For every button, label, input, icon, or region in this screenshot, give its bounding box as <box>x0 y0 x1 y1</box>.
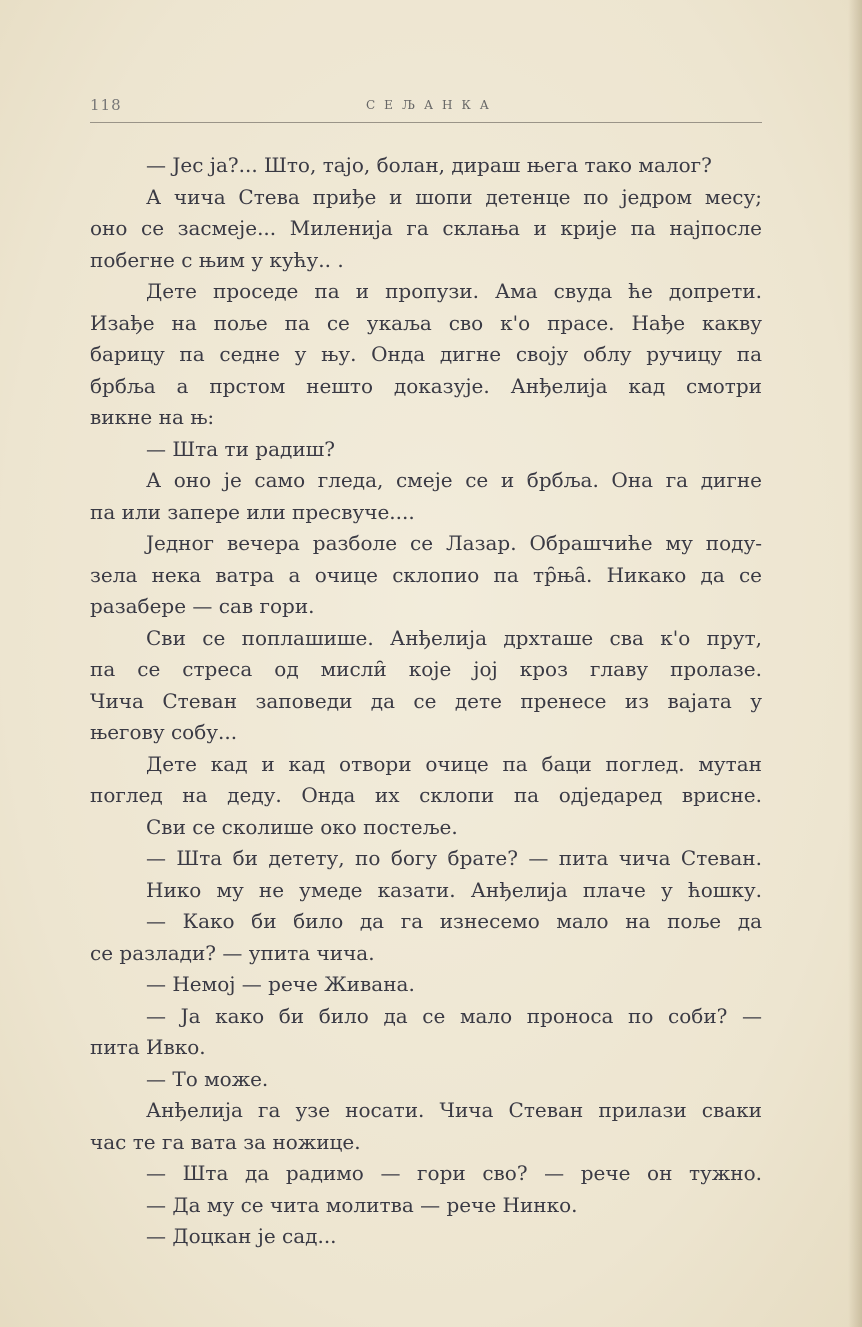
text-line: Анђелија га узе носати. Чича Стеван прилази сваки <box>146 1098 762 1122</box>
text-line: — Немој — рече Живана. <box>146 972 415 996</box>
text-line: — То може. <box>146 1066 269 1091</box>
page-header <box>90 96 762 123</box>
text-line: зела нека ватра а очице склопио па тр̑ња̑. Никако да се <box>90 562 762 587</box>
text-line: — Шта би детету, по богу брате? — пита чича Стеван. <box>146 846 762 870</box>
text-line: побегне с њим у кућу.. . <box>90 247 344 272</box>
text-line: Сви се сколише око постеље. <box>146 814 458 839</box>
text-line: Чича Стеван заповеди да се дете пренесе из вајата у <box>90 688 762 713</box>
running-title: СЕЉАНКА <box>366 98 498 112</box>
text-line: барицу па седне у њу. Онда дигне своју облу ручицу па <box>90 342 762 366</box>
text-line: Сви се поплашише. Анђелија дрхташе сва к'о прут, <box>146 625 762 650</box>
text-line: А оно је само гледа, смеје се и брбља. Она га дигне <box>146 468 762 492</box>
text-line: се разлади? — упита чича. <box>90 940 375 965</box>
text-line: Нико му не умеде казати. Анђелија плаче у ћошку. <box>146 877 762 902</box>
text-line: Дете кад и кад отвори очице па баци поглед. мутан <box>146 751 762 776</box>
text-line: његову собу... <box>90 720 238 744</box>
page-edge-shadow <box>848 0 862 1327</box>
text-line: Изађе на поље па се укаља сво к'о прасе. Нађе какву <box>90 310 762 335</box>
text-line: А чича Стева приђе и шопи детенце по једром месу; <box>146 184 762 209</box>
text-line: — Шта ти радиш? <box>146 436 335 461</box>
text-line: — Јес ја?... Што, тајо, болан, дираш њега тако малог? <box>146 153 712 177</box>
body-text <box>90 150 762 1253</box>
text-line: разабере — сав гори. <box>90 594 315 618</box>
text-line: поглед на деду. Онда их склопи па одједаред врисне. <box>90 783 762 807</box>
text-line: оно се засмеје... Миленија га склања и крије па најпосле <box>90 216 762 240</box>
text-line: — Доцкан је сад... <box>146 1224 337 1248</box>
text-line: брбља а прстом нешто доказује. Анђелија кад смотри <box>90 373 762 398</box>
text-line: — Како би било да га изнесемо мало на поље да <box>146 909 762 933</box>
text-line: пита Ивко. <box>90 1035 206 1059</box>
text-line: викне на њ: <box>90 405 215 429</box>
text-line: — Ја како би било да се мало проноса по соби? — <box>146 1003 762 1028</box>
text-line: — Да му се чита молитва — рече Нинко. <box>146 1192 578 1217</box>
text-line: час те га вата за ножице. <box>90 1129 361 1154</box>
page-number: 118 <box>90 96 122 114</box>
text-line: Дете проседе па и пропузи. Ама свуда ће допрети. <box>146 279 762 303</box>
text-line: па се стреса од мисли̑ које јој кроз главу пролазе. <box>90 657 762 681</box>
text-line: Једног вечера разболе се Лазар. Обрашчиће му поду- <box>146 531 762 555</box>
text-line: — Шта да радимо — гори сво? — рече он тужно. <box>146 1161 762 1185</box>
text-line: па или запере или пресвуче.... <box>90 499 415 524</box>
